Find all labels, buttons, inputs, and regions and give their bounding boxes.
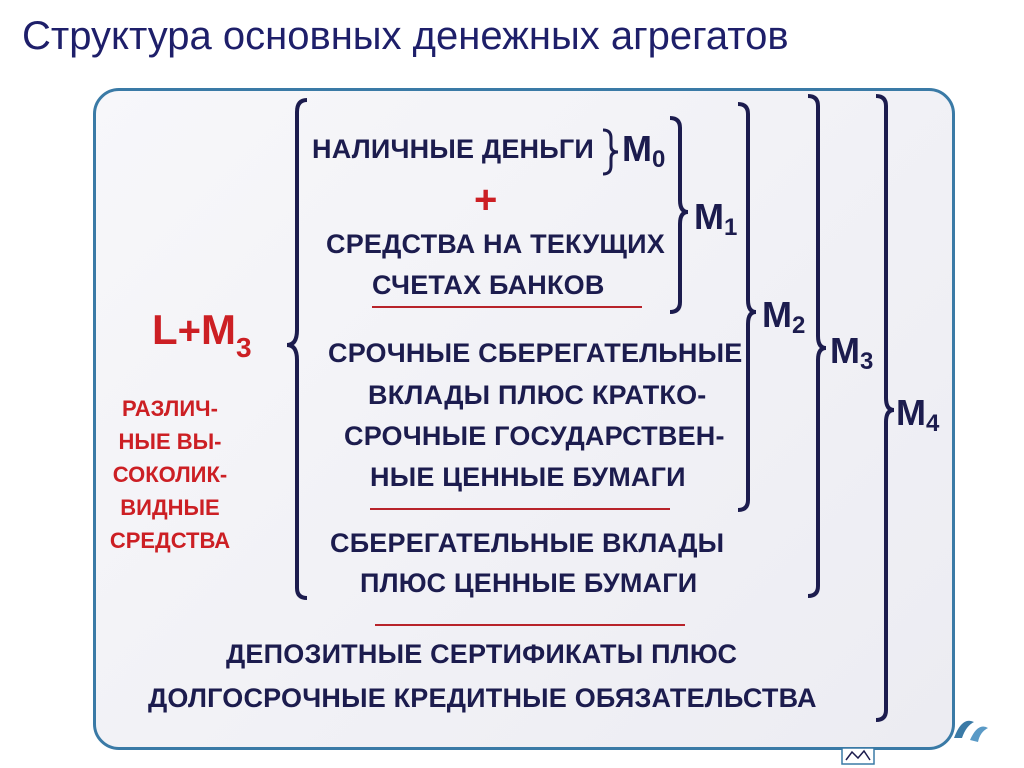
left-note-line: НЫЕ ВЫ- [118,429,222,454]
m2-label: $M_2$ [762,294,806,339]
current-accounts-line1: СРЕДСТВА НА ТЕКУЩИХ [326,229,665,259]
m4-bracket [876,96,894,720]
left-note-line: СРЕДСТВА [109,528,231,553]
m0-brace [603,130,618,174]
m0-label: $M_0$ [622,128,666,173]
formula-plus: + [177,309,202,353]
left-note-line: ВИДНЫЕ [120,495,220,520]
left-formula [152,306,252,364]
formula-m: M [201,306,237,353]
m3-bracket [808,96,826,596]
deposits-line1: ДЕПОЗИТНЫЕ СЕРТИФИКАТЫ ПЛЮС [226,639,738,669]
m2-bracket [738,104,756,510]
cash-label: НАЛИЧНЫЕ ДЕНЬГИ [312,134,594,164]
divider-1 [372,306,642,308]
corner-mark-icon [840,746,876,766]
left-note-line: СОКОЛИК- [112,462,228,487]
m3-label: $M_3$ [830,330,874,375]
divider-2 [370,508,670,510]
left-note-line: РАЗЛИЧ- [122,396,218,421]
slide-title: Структура основных денежных агрегатов [22,14,789,58]
formula-index: 3 [236,332,252,364]
m1-label: $M_1$ [694,196,738,241]
liquidity-letter: L [152,306,178,353]
savings-line1: СБЕРЕГАТЕЛЬНЫЕ ВКЛАДЫ [330,528,725,558]
term-deposits-line4: НЫЕ ЦЕННЫЕ БУМАГИ [370,462,686,492]
term-deposits-line2: ВКЛАДЫ ПЛЮС КРАТКО- [368,380,707,410]
current-accounts-line2: СЧЕТАХ БАНКОВ [372,270,605,300]
m4-label: $M_4$ [896,392,940,437]
savings-line2: ПЛЮС ЦЕННЫЕ БУМАГИ [360,568,698,598]
term-deposits-line3: СРОЧНЫЕ ГОСУДАРСТВЕН- [344,421,725,451]
deposits-line2: ДОЛГОСРОЧНЫЕ КРЕДИТНЫЕ ОБЯЗАТЕЛЬСТВА [148,683,817,713]
left-note [100,392,240,557]
term-deposits-line1: СРОЧНЫЕ СБЕРЕГАТЕЛЬНЫЕ [328,338,743,368]
m1-bracket [670,118,688,312]
left-brace [287,100,307,598]
corner-logo-icon [948,712,992,746]
divider-3 [375,624,685,626]
plus-sign: + [474,178,498,222]
